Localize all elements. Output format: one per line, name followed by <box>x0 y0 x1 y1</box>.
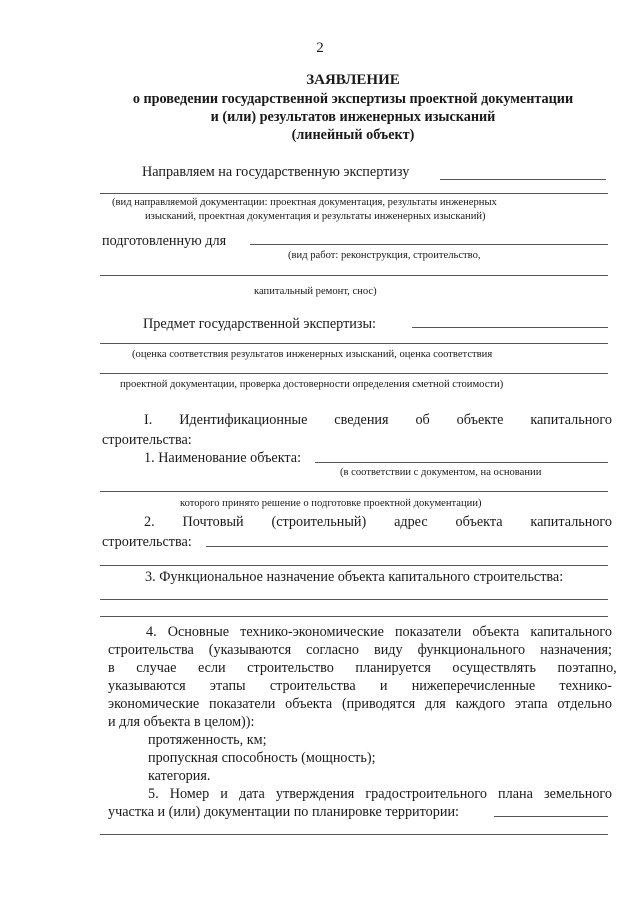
prepared-field-line[interactable] <box>250 244 608 245</box>
purpose-field-line-2[interactable] <box>100 616 608 617</box>
plan-field-line-2[interactable] <box>100 834 608 835</box>
item-2-line-2: строительства: <box>102 534 192 550</box>
send-field-line[interactable] <box>440 179 606 180</box>
send-hint-2: изысканий, проектная документация и результаты инженерных изысканий) <box>145 211 486 222</box>
plan-field-line[interactable] <box>494 816 608 817</box>
prepared-label: подготовленную для <box>102 233 227 249</box>
item-2-word: (строительный) <box>271 514 367 530</box>
item-3-text: 3. Функциональное назначение объекта капитального строительства: <box>145 569 564 585</box>
item-4-line-4: указываются этапы строительства и нижеперечисленные технико- <box>108 678 612 694</box>
item-4-line-5: экономические показатели объекта (приводятся для каждого этапа отдельно <box>108 696 612 712</box>
item-2-word: объекта <box>455 514 503 530</box>
item-5-line-2: участка и (или) документации по планировке территории: <box>108 804 459 820</box>
section-i-roman: I. <box>144 412 153 428</box>
indicator-capacity: пропускная способность (мощность); <box>148 750 376 766</box>
section-i-word: сведения <box>334 412 389 428</box>
address-field-line-2[interactable] <box>100 565 608 566</box>
item-2-word: капитального <box>530 514 612 530</box>
item-1-hint-2: которого принято решение о подготовке проектной документации) <box>180 498 482 509</box>
section-i-word: объекте <box>456 412 504 428</box>
subject-hint-2: проектной документации, проверка достоверности определения сметной стоимости) <box>120 379 504 390</box>
prepared-hint-1: (вид работ: реконструкция, строительство, <box>288 250 481 261</box>
item-2-word: адрес <box>394 514 428 530</box>
item-1-hint-1: (в соответствии с документом, на основании <box>340 467 542 478</box>
object-name-field-line[interactable] <box>315 462 608 463</box>
send-label: Направляем на государственную экспертизу <box>142 164 410 180</box>
heading-line-1: о проведении государственной экспертизы проектной документации <box>132 91 574 107</box>
send-field-line-2[interactable] <box>100 193 608 194</box>
section-i-word: Идентификационные <box>179 412 308 428</box>
subject-field-line-2[interactable] <box>100 343 608 344</box>
item-4-line-3: в случае если строительство планируется осуществлять поэтапно, <box>108 660 617 676</box>
subject-label: Предмет государственной экспертизы: <box>143 316 376 332</box>
indicator-category: категория. <box>148 768 211 784</box>
section-i-line-2: строительства: <box>102 432 192 448</box>
send-hint-1: (вид направляемой документации: проектная документация, результаты инженерных <box>112 197 497 208</box>
heading-line-3: (линейный объект) <box>291 127 415 143</box>
heading-line-2: и (или) результатов инженерных изысканий <box>210 109 496 125</box>
item-4-line-6: и для объекта в целом)): <box>108 714 255 730</box>
item-5-line-1: 5. Номер и дата утверждения градостроительного плана земельного <box>148 786 612 802</box>
object-name-field-line-2[interactable] <box>100 491 608 492</box>
section-i-line-1 <box>144 412 612 429</box>
prepared-field-line-2[interactable] <box>100 275 608 276</box>
indicator-length: протяженность, км; <box>148 732 267 748</box>
item-4-line-1: 4. Основные технико-экономические показатели объекта капитального <box>146 624 612 640</box>
item-2-word: Почтовый <box>182 514 244 530</box>
page-number: 2 <box>316 40 324 56</box>
item-4-line-2: строительства (указываются согласно виду функционального назначения; <box>108 642 612 658</box>
item-2-word: 2. <box>144 514 155 530</box>
item-2-line-1 <box>144 514 612 531</box>
purpose-field-line[interactable] <box>100 599 608 600</box>
document-title: ЗАЯВЛЕНИЕ <box>306 72 400 88</box>
prepared-hint-2: капитальный ремонт, снос) <box>254 286 377 297</box>
subject-hint-1: (оценка соответствия результатов инженерных изысканий, оценка соответствия <box>132 349 493 360</box>
section-i-word: капитального <box>530 412 612 428</box>
address-field-line[interactable] <box>206 546 608 547</box>
subject-field-line-3[interactable] <box>100 373 608 374</box>
section-i-word: об <box>415 412 430 428</box>
subject-field-line[interactable] <box>412 327 608 328</box>
item-1-label: 1. Наименование объекта: <box>144 450 302 466</box>
